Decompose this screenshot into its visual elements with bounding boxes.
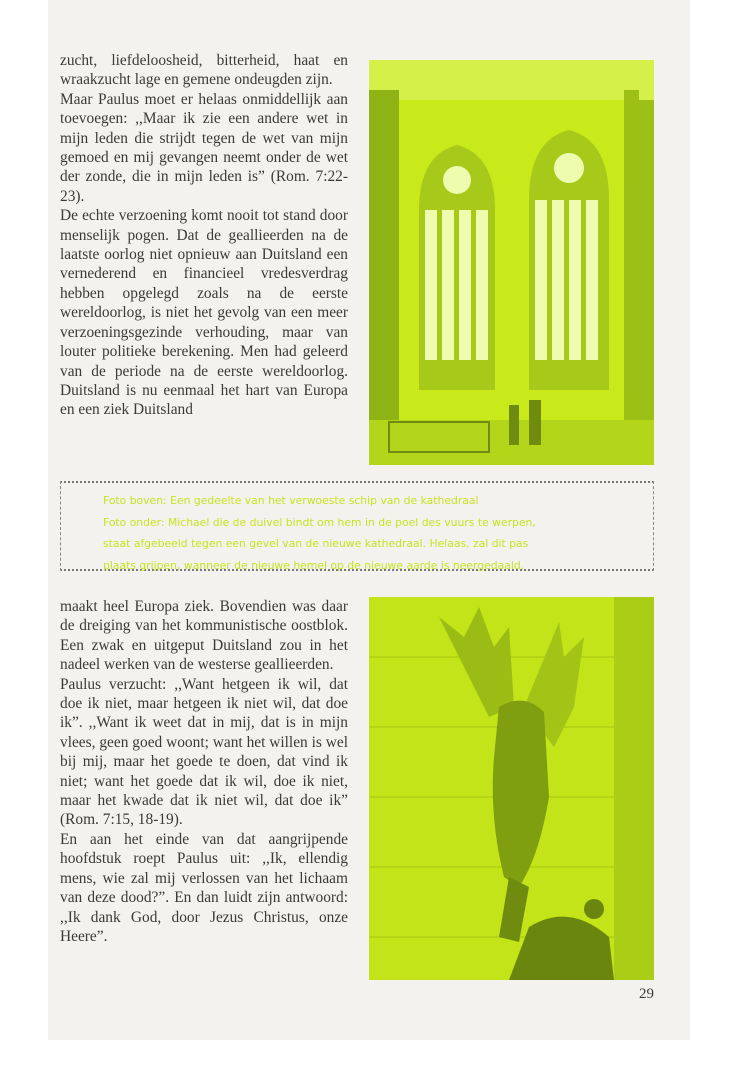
text-column-top [60, 51, 348, 420]
paragraph: zucht, liefdeloosheid, bitterheid, haat en wraakzucht lage en gemene ondeugden zijn. [60, 52, 348, 89]
caption-box [60, 481, 654, 571]
caption-line: staat afgebeeld tegen een gevel van de nieuwe kathedraal. Helaas, zal dit pas [103, 537, 529, 550]
paragraph: Paulus verzucht: ,,Want hetgeen ik wil, dat doe ik niet, maar hetgeen ik niet wil, dat doe ik”. ,,Want ik weet dat in mij, dat is in mijn vlees, geen goed woont; want het willen is wel bij mij, maar het goede te doen, dat vind ik niet; want het goede dat ik wil, doe ik niet, maar het kwade dat ik niet wil, dat doe ik” (Rom. 7:15, 18-19). [60, 675, 348, 829]
paragraph: maakt heel Europa ziek. Bovendien was daar de dreiging van het kommunistische oostblok. Een zwak en uitgeput Duitsland zou in het nadeel werken van de westerse geallieerden. [60, 598, 348, 674]
photo-caption [103, 490, 615, 576]
page-number: 29 [639, 986, 654, 1002]
caption-line: plaats grijpen, wanneer de nieuwe hemel op de nieuwe aarde is neergedaald. [103, 558, 525, 572]
paragraph: En aan het einde van dat aangrijpende hoofdstuk roept Paulus uit: ,,Ik, ellendig mens, wie zal mij verlossen van het lichaam van deze dood?”. En dan luidt zijn antwoord: ,,Ik dank God, door Jezus Christus, onze Heere”. [60, 830, 348, 945]
photo-cathedral-ruin [369, 60, 654, 465]
paragraph: Maar Paulus moet er helaas onmiddellijk aan toevoegen: ,,Maar ik zie een andere wet in mijn leden die strijdt tegen de wet van mijn gemoed en mij gevangen neemt onder de wet der zonde, die in mijn leden is” (Rom. 7:22-23). [60, 90, 348, 205]
paragraph: De echte verzoening komt nooit tot stand door menselijk pogen. Dat de geallieerden na de laatste oorlog niet opnieuw aan Duitsland een vernederend en financieel vredesverdrag hebben opgelegd zoals na de eerste wereldoorlog, is niet het gevolg van een meer verzoeningsgezinde verhouding, maar van louter politieke berekening. Men had geleerd van de periode na de eerste wereldoorlog. Duitsland is nu eenmaal het hart van Europa en een ziek Duitsland [60, 207, 348, 419]
text-column-bottom [60, 597, 348, 946]
caption-line: Foto onder: Michael die de duivel bindt om hem in de poel des vuurs te werpen, [103, 515, 536, 529]
photo-michael-statue [369, 597, 654, 980]
caption-line: Foto boven: Een gedeelte van het verwoeste schip van de kathedraal [103, 494, 479, 507]
